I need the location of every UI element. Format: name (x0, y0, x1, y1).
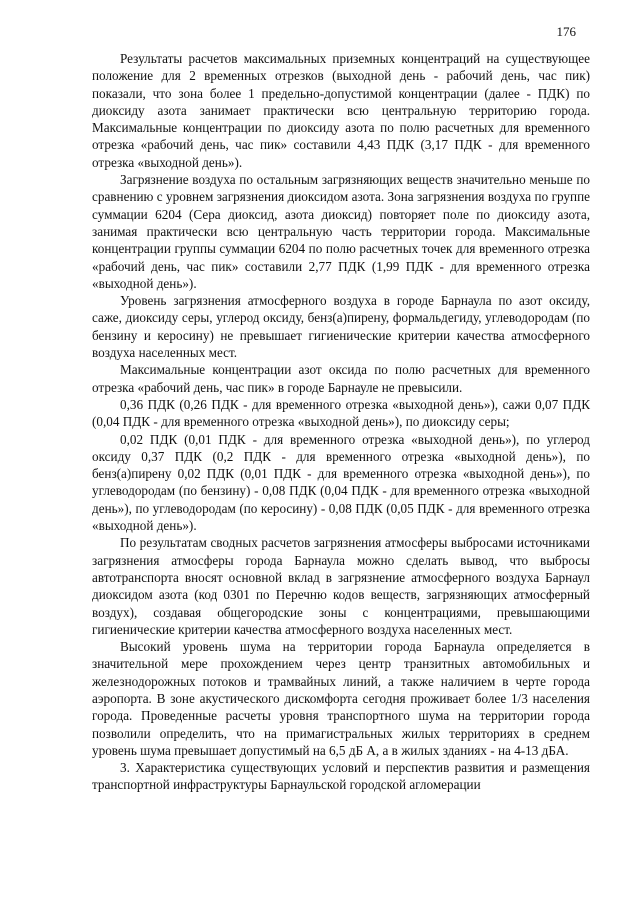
paragraph-other-pollutants: Загрязнение воздуха по остальным загрязняющих веществ значительно меньше по сравнению с уровнем загрязнения диоксидом азота. Зона загрязнения воздуха по группе суммации 6204 (Сера диоксид, азота диоксид) повторяет поле по диоксиду азота, занимая практически всю центральную часть территории города. Максимальные концентрации группы суммации 6204 по полю расчетных точек для временного отрезка «рабочий день, час пик» составили 2,77 ПДК (1,99 ПДК - для временного отрезка «выходной день»). (92, 172, 590, 291)
section-heading-transport: 3. Характеристика существующих условий и перспектив развития и размещения транспортной инфраструктуры Барнаульской городской агломерации (92, 760, 590, 793)
paragraph-noise-level: Высокий уровень шума на территории города Барнаула определяется в значительной мере прохождением через центр транзитных автомобильных и железнодорожных потоков и трамвайных линий, а также наличием в черте города аэропорта. В зоне акустического дискомфорта сегодня проживает более 1/3 населения города. Проведенные расчеты уровня транспортного шума на территории города позволили определить, что на примагистральных жилых территориях в среднем уровень шума превышает допустимый на 6,5 дБ А, а в жилых зданиях - на 4-13 дБА. (92, 639, 590, 758)
paragraph-nitrogen-oxide: Максимальные концентрации азот оксида по полю расчетных для временного отрезка «рабочий день, час пик» в городе Барнауле не превысили. (92, 362, 590, 395)
paragraph-max-concentrations: Результаты расчетов максимальных приземных концентраций на существующее положение для 2 временных отрезков (выходной день - рабочий день, час пик) показали, что зона более 1 предельно-допустимой концентрации (далее - ПДК) по диоксиду азота занимает практически всю центральную территорию города. Максимальные концентрации по диоксиду азота по полю расчетных для временного отрезка «рабочий день, час пик» составили 4,43 ПДК (3,17 ПДК - для временного отрезка «выходной день»). (92, 51, 590, 170)
paragraph-soot-values: 0,36 ПДК (0,26 ПДК - для временного отрезка «выходной день»), сажи 0,07 ПДК (0,04 ПДК - для временного отрезка «выходной день»), по диоксиду серы; (92, 396, 590, 430)
paragraph-pollution-level: Уровень загрязнения атмосферного воздуха в городе Барнаула по азот оксиду, саже, диоксиду серы, углерод оксиду, бенз(а)пирену, формальдегиду, углеводородам (по бензину и керосину) не превышает гигиенические критерии качества атмосферного воздуха населенных мест. (92, 293, 590, 361)
page-number: 176 (556, 24, 576, 39)
paragraph-summary-emissions: По результатам сводных расчетов загрязнения атмосферы выбросами источниками загрязнения атмосферы города Барнаула можно сделать вывод, что выбросы автотранспорта вносят основной вклад в загрязнение атмосферного воздуха Барнаул диоксидом азота (код 0301 по Перечню кодов веществ, загрязняющих атмосферный воздух), создавая общегородские зоны с концентрациями, превышающими гигиенические критерии качества атмосферного воздуха населенных мест. (92, 535, 590, 637)
paragraph-carbon-values: 0,02 ПДК (0,01 ПДК - для временного отрезка «выходной день»), по углерод оксиду 0,37 ПДК (0,2 ПДК - для временного отрезка «выходной день»), по бенз(а)пирену 0,02 ПДК (0,01 ПДК - для временного отрезка «выходной день»), по углеводородам (по бензину) - 0,08 ПДК (0,04 ПДК - для временного отрезка «выходной день»), по углеводородам (по керосину) - 0,08 ПДК (0,05 ПДК - для временного отрезка «выходной день»). (92, 431, 590, 534)
document-body (92, 50, 590, 794)
